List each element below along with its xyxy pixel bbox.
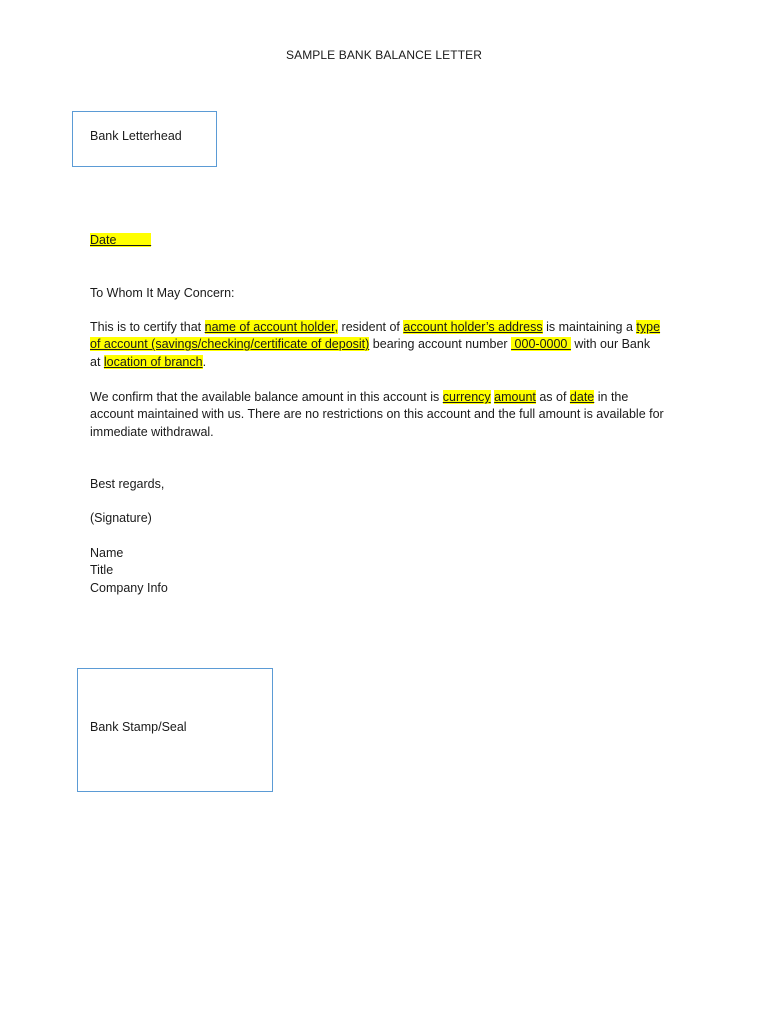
balance-date-field: date (569, 390, 595, 404)
signatory-block (90, 545, 690, 597)
para2-line3: immediate withdrawal. (90, 424, 214, 439)
para2-text: in the (594, 390, 629, 404)
para2-text: as of (535, 390, 570, 404)
closing: Best regards, (90, 477, 165, 491)
para1-line3 (90, 354, 690, 371)
para1-text: is maintaining a (542, 320, 637, 334)
amount-field: amount (494, 390, 536, 404)
seal-label: Bank Stamp/Seal (90, 720, 187, 734)
signatory-name: Name (90, 546, 124, 560)
para1-text: resident of (338, 320, 404, 334)
branch-location-field: location of branch (103, 354, 203, 369)
para2-text: We confirm that the available balance amount in this account is (90, 390, 443, 404)
letterhead-label: Bank Letterhead (90, 129, 182, 143)
date-placeholder: Date (90, 233, 152, 247)
balance-paragraph (90, 389, 690, 441)
salutation: To Whom It May Concern: (90, 286, 235, 300)
para1-line1 (90, 319, 690, 336)
bank-letterhead-box (72, 111, 217, 167)
bank-seal-box (77, 668, 273, 792)
account-type-field-cont: of account (savings/checking/certificate of deposit) (90, 337, 370, 352)
signature-placeholder: (Signature) (90, 511, 152, 525)
account-number-field: 000-0000 (511, 337, 571, 352)
para1-text: at (90, 354, 104, 369)
currency-field: currency (442, 390, 491, 404)
certification-paragraph (90, 319, 690, 371)
para1-text: bearing account number (369, 337, 512, 352)
para1-text: with our Bank (570, 337, 651, 352)
account-holder-address-field: account holder’s address (403, 320, 543, 334)
para1-text: . (202, 354, 207, 369)
para1-text: This is to certify that (90, 320, 205, 334)
signatory-company: Company Info (90, 580, 168, 595)
account-type-field: type (636, 320, 661, 334)
signatory-title: Title (90, 563, 114, 578)
document-title: SAMPLE BANK BALANCE LETTER (286, 48, 482, 62)
para2-line2: account maintained with us. There are no restrictions on this account and the full amount is available for (90, 407, 664, 422)
date-field (90, 232, 690, 249)
account-holder-name-field: name of account holder, (204, 320, 339, 334)
para2-line1 (90, 389, 690, 406)
para1-line2 (90, 336, 690, 353)
